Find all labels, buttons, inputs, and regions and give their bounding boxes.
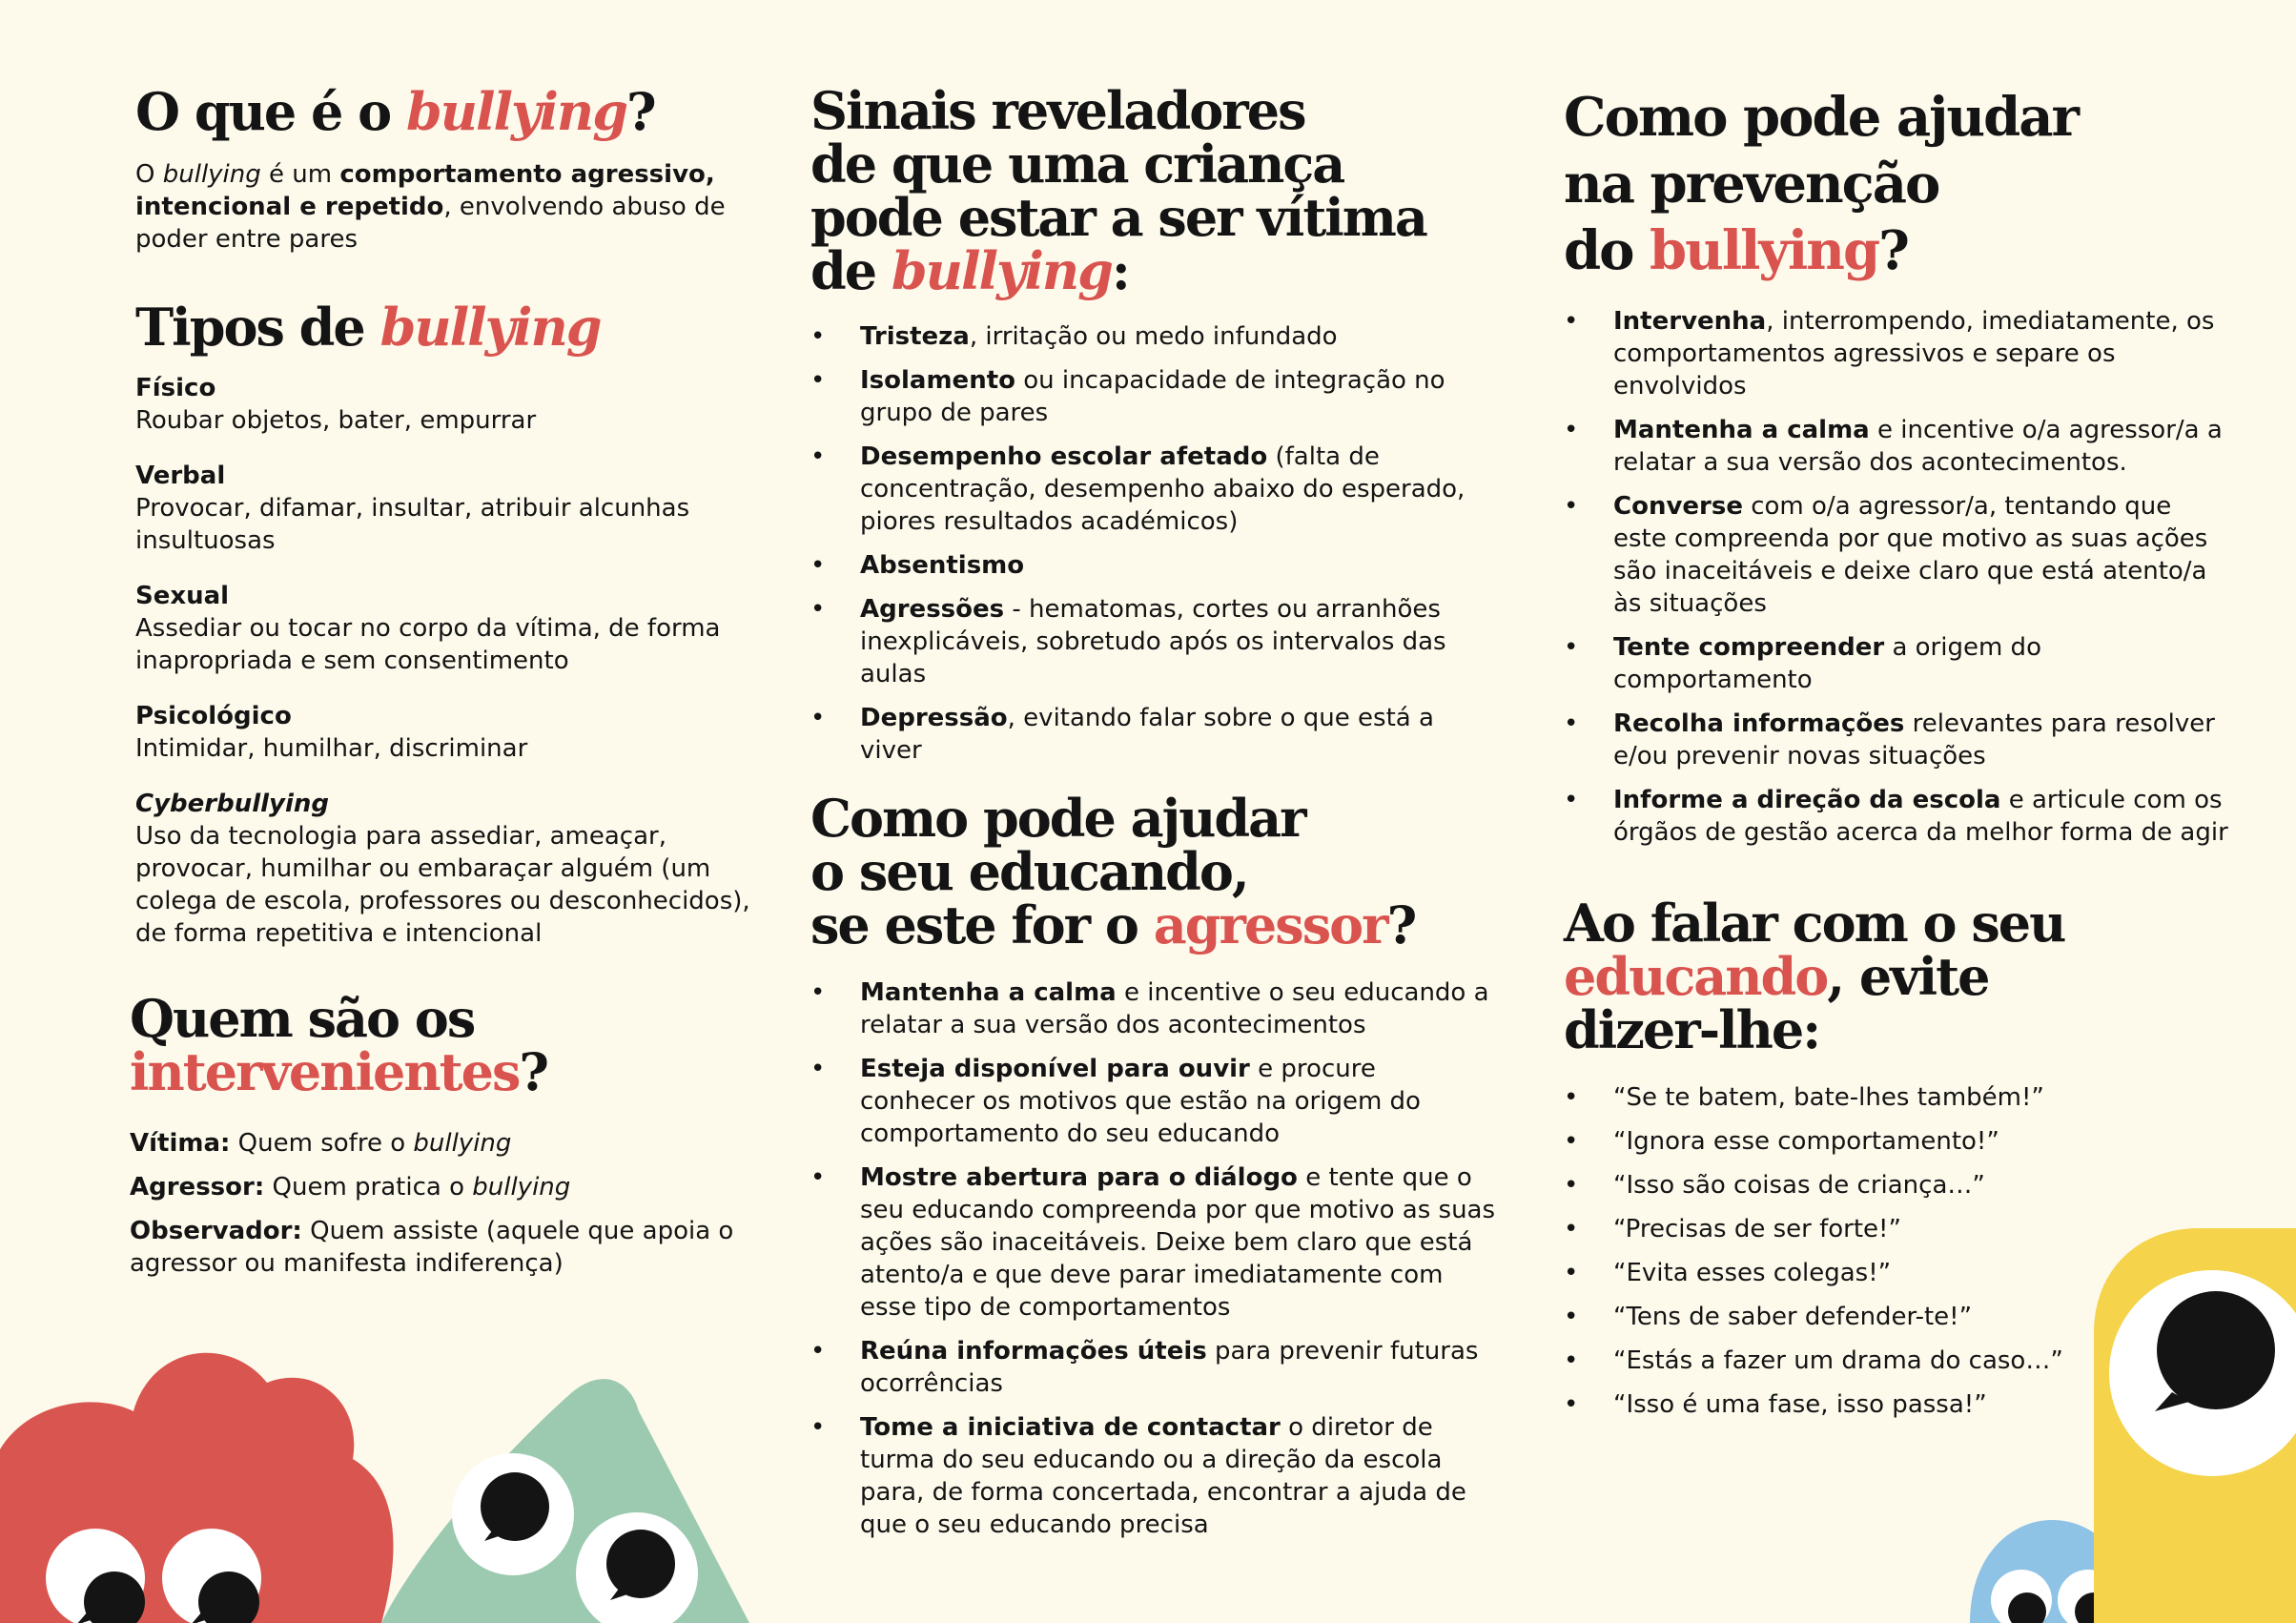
who-title: Quem são os intervenientes? [130, 988, 547, 1102]
type-title: Sexual [135, 582, 230, 610]
prevention-title: Como pode ajudar na prevenção do bullying? [1564, 86, 2079, 282]
list-item: • Mantenha a calma e incentive o/a agressor/a a relatar a sua versão dos acontecimentos. [1564, 414, 2231, 479]
type-title: Cyberbullying [135, 790, 330, 818]
list-item: • Tente compreender a origem do comportamento [1564, 631, 2231, 696]
type-desc: Assediar ou tocar no corpo da vítima, de forma inapropriada e sem consentimento [135, 614, 721, 675]
aggressor-title: Como pode ajudar o seu educando, se este for o agressor? [810, 788, 1416, 955]
type-title: Verbal [135, 462, 226, 490]
list-item: • Converse com o/a agressor/a, tentando que este compreenda por que motivo as suas ações são inaceitáveis e deixe claro que está atento/a às situações [1564, 490, 2231, 620]
quote-item: • “Se te batem, bate-lhes também!” [1564, 1081, 2098, 1114]
type-item [135, 580, 765, 677]
types-title: Tipos de bullying [135, 297, 601, 358]
type-item [135, 460, 765, 557]
list-item: • Esteja disponível para ouvir e procure conhecer os motivos que estão na origem do comportamento do seu educando [810, 1053, 1497, 1150]
role-item: Agressor: Quem pratica o bullying [130, 1173, 571, 1202]
type-item [135, 788, 765, 950]
quote-item: • “Estás a fazer um drama do caso…” [1564, 1345, 2098, 1377]
type-item [135, 372, 765, 437]
what-is-bullying-title: O que é o bullying? [135, 81, 655, 142]
type-desc: Intimidar, humilhar, discriminar [135, 734, 528, 763]
quote-item: • “Ignora esse comportamento!” [1564, 1125, 2098, 1158]
yellow-monster-illustration [2094, 1228, 2296, 1623]
list-item: • Informe a direção da escola e articule com os órgãos de gestão acerca da melhor forma de agir [1564, 784, 2231, 849]
role-item: Vítima: Quem sofre o bullying [130, 1129, 512, 1158]
roles-list [130, 1127, 765, 1280]
quote-item: • “Isso são coisas de criança…” [1564, 1169, 2098, 1202]
list-item: • Desempenho escolar afetado (falta de concentração, desempenho abaixo do esperado, piores resultados académicos) [810, 441, 1497, 538]
list-item: • Reúna informações úteis para prevenir futuras ocorrências [810, 1335, 1497, 1400]
quote-item: • “Precisas de ser forte!” [1564, 1213, 2098, 1245]
list-item: • Isolamento ou incapacidade de integração no grupo de pares [810, 364, 1497, 429]
quote-item: • “Isso é uma fase, isso passa!” [1564, 1388, 2098, 1421]
type-title: Psicológico [135, 702, 292, 730]
type-desc: Roubar objetos, bater, empurrar [135, 406, 537, 435]
list-item: • Agressões - hematomas, cortes ou arranhões inexplicáveis, sobretudo após os intervalos das aulas [810, 593, 1497, 690]
list-item: • Absentismo [810, 549, 1497, 582]
list-item: • Tristeza, irritação ou medo infundado [810, 320, 1497, 353]
signs-list [810, 320, 1497, 767]
types-list [135, 372, 765, 950]
quote-item: • “Tens de saber defender-te!” [1564, 1301, 2098, 1333]
column-1 [130, 81, 765, 1291]
avoid-quotes-list [1564, 1081, 2098, 1421]
prevention-list [1564, 305, 2231, 849]
list-item: • Intervenha, interrompendo, imediatamente, os comportamentos agressivos e separe os envolvidos [1564, 305, 2231, 402]
list-item: • Tome a iniciativa de contactar o diretor de turma do seu educando ou a direção da escola para, de forma concertada, encontrar a ajuda de que o seu educando precisa [810, 1411, 1497, 1541]
signs-title: Sinais reveladores de que uma criança pode estar a ser vítima de bullying: [810, 80, 1426, 301]
role-item: Observador: Quem assiste (aquele que apoia o agressor ou manifesta indiferença) [130, 1217, 734, 1278]
column-2 [810, 80, 1497, 1552]
aggressor-tips-list [810, 976, 1497, 1541]
list-item: • Depressão, evitando falar sobre o que está a viver [810, 702, 1497, 767]
type-desc: Uso da tecnologia para assediar, ameaçar, provocar, humilhar ou embaraçar alguém (um colega de escola, professores ou desconhecidos), de forma repetitiva e intencional [135, 822, 750, 948]
type-item [135, 700, 765, 765]
avoid-title: Ao falar com o seu educando, evite dizer-lhe: [1564, 893, 2065, 1060]
what-is-bullying-text: O bullying é um comportamento agressivo, intencional e repetido, envolvendo abuso de poder entre pares [135, 160, 726, 254]
green-monster-illustration [372, 1373, 753, 1623]
list-item: • Mostre abertura para o diálogo e tente que o seu educando compreenda por que motivo as suas ações são inaceitáveis. Deixe bem claro que está atento/a e que deve parar imediatamente com esse tipo de comportamentos [810, 1161, 1497, 1324]
list-item: • Recolha informações relevantes para resolver e/ou prevenir novas situações [1564, 708, 2231, 772]
quote-item: • “Evita esses colegas!” [1564, 1257, 2098, 1289]
list-item: • Mantenha a calma e incentive o seu educando a relatar a sua versão dos acontecimentos [810, 976, 1497, 1041]
type-title: Físico [135, 374, 216, 402]
type-desc: Provocar, difamar, insultar, atribuir alcunhas insultuosas [135, 494, 690, 555]
